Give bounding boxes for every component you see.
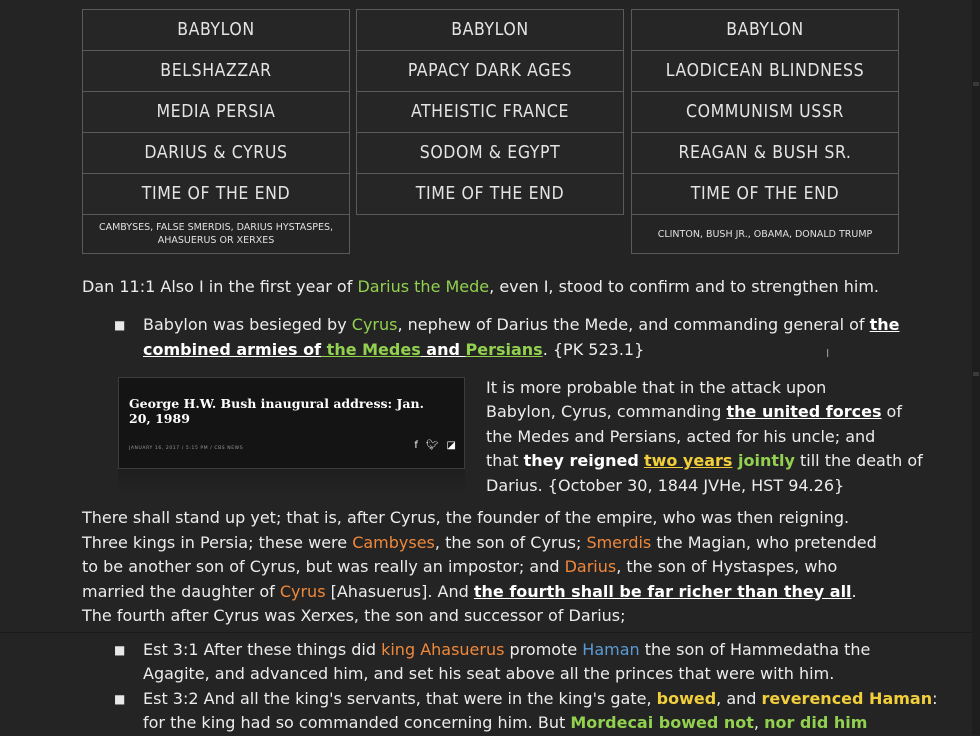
- highlight-haman: Haman: [582, 640, 640, 659]
- grid-note: CAMBYSES, FALSE SMERDIS, DARIUS HYSTASPES, AHASUERUS OR XERXES: [82, 214, 350, 254]
- bullet-text: . {PK 523.1}: [542, 340, 645, 359]
- est-line: [143, 687, 937, 712]
- video-embed[interactable]: [118, 377, 465, 469]
- highlight-mordecai: Mordecai bowed not: [570, 713, 754, 732]
- edge-mark: [973, 82, 979, 86]
- grid-cell: ATHEISTIC FRANCE: [356, 91, 624, 132]
- bullet-line: [143, 338, 644, 363]
- highlight-medes: the Medes: [321, 340, 421, 359]
- video-reflection: [118, 469, 465, 497]
- scrollbar-track[interactable]: [972, 0, 980, 735]
- verse-text: Also I in the first year of: [155, 277, 358, 296]
- verse-ref: Dan 11:1: [82, 277, 156, 296]
- share-icons: [414, 440, 456, 451]
- grid-cell: TIME OF THE END: [356, 173, 624, 215]
- bullet-line: [143, 313, 900, 338]
- flipboard-icon[interactable]: ◪: [446, 440, 456, 451]
- quote-line: [486, 400, 902, 425]
- highlight-darius: Darius: [564, 557, 617, 576]
- highlight-jointly: jointly: [732, 451, 795, 470]
- est-text: , and: [716, 689, 762, 708]
- grid-column-1: [82, 9, 350, 254]
- facebook-icon[interactable]: f: [414, 440, 418, 451]
- edge-mark: [973, 372, 979, 376]
- highlight-reverenced-haman: reverenced Haman: [761, 689, 933, 708]
- quote-text: that: [486, 451, 524, 470]
- est-line: Agagite, and advanced him, and set his seat above all the princes that were with him.: [143, 664, 835, 683]
- grid-cell: BABYLON: [631, 9, 899, 50]
- grid-cell: BABYLON: [82, 9, 350, 50]
- est-line: [143, 638, 870, 663]
- paragraph-text: [Ahasuerus]. And: [325, 581, 474, 601]
- grid-cell: TIME OF THE END: [82, 173, 350, 214]
- paragraph-text: . The fourth after Cyrus was Xerxes, the son and successor of Darius;: [82, 581, 857, 625]
- paragraph-text: the Magian, who pretended to be another son of Cyrus, but was really an impostor; and: [82, 532, 877, 576]
- underline-united-forces: the united forces: [726, 402, 882, 421]
- paragraph-text: , the son of Cyrus;: [434, 532, 587, 552]
- grid-column-3: [631, 9, 899, 254]
- grid-note: CLINTON, BUSH JR., OBAMA, DONALD TRUMP: [631, 214, 899, 254]
- quote-line: Darius. {October 30, 1844 JVHe, HST 94.26}: [486, 476, 845, 495]
- divider: [0, 632, 980, 633]
- quote-line: the Medes and Persians, acted for his uncle; and: [486, 427, 876, 446]
- highlight-cambyses: Cambyses: [352, 532, 435, 552]
- highlight-smerdis: Smerdis: [586, 532, 652, 552]
- est-text: for the king had so commanded concerning him. But: [143, 713, 571, 732]
- grid-cell: BELSHAZZAR: [82, 50, 350, 91]
- text-cursor-icon: I: [826, 347, 830, 360]
- est-line: [143, 711, 867, 736]
- underline-fourth-richer: the fourth shall be far richer than they all: [473, 581, 852, 601]
- grid-cell: MEDIA PERSIA: [82, 91, 350, 132]
- est-text: promote: [504, 640, 583, 659]
- grid-cell: COMMUNISM USSR: [631, 91, 899, 132]
- video-title: George H.W. Bush inaugural address: Jan. 20, 1989: [129, 396, 424, 426]
- verse-line: [82, 275, 879, 300]
- est-text: the son of Hammedatha the: [639, 640, 871, 659]
- grid-column-2: [356, 9, 624, 215]
- grid-cell: TIME OF THE END: [631, 173, 899, 214]
- quote-line: It is more probable that in the attack upon: [486, 378, 827, 397]
- grid-cell: REAGAN & BUSH SR.: [631, 132, 899, 173]
- commentary-paragraph: [82, 506, 882, 629]
- grid-cell: LAODICEAN BLINDNESS: [631, 50, 899, 91]
- highlight-bowed: bowed: [656, 689, 717, 708]
- highlight-nor-did-him: nor did him: [764, 713, 868, 732]
- highlight-two-years: two years: [643, 451, 733, 470]
- grid-cell: DARIUS & CYRUS: [82, 132, 350, 173]
- quote-text: till the death of: [794, 451, 923, 470]
- est-text: :: [932, 689, 938, 708]
- grid-cell: PAPACY DARK AGES: [356, 50, 624, 91]
- bullet-marker: ■: [114, 318, 126, 332]
- est-text: ,: [753, 713, 765, 732]
- est-text: Est 3:1 After these things did: [143, 640, 382, 659]
- bullet-marker: ■: [114, 692, 126, 706]
- underline-the: the: [869, 315, 900, 334]
- quote-text: of: [881, 402, 902, 421]
- est-text: Est 3:2 And all the king's servants, that were in the king's gate,: [143, 689, 657, 708]
- quote-text: Babylon, Cyrus, commanding: [486, 402, 727, 421]
- underline-combined-armies: combined armies of: [143, 340, 322, 359]
- verse-text: , even I, stood to confirm and to strengthen him.: [489, 277, 879, 296]
- highlight-cyrus: Cyrus: [351, 315, 398, 334]
- grid-cell: SODOM & EGYPT: [356, 132, 624, 173]
- bullet-text: Babylon was besieged by: [143, 315, 352, 334]
- bullet-marker: ■: [114, 643, 126, 657]
- bold-they-reigned: they reigned: [523, 451, 639, 470]
- quote-line: [486, 449, 923, 474]
- bullet-text: , nephew of Darius the Mede, and commanding general of: [397, 315, 870, 334]
- twitter-icon[interactable]: 🐦︎: [425, 440, 439, 451]
- grid-cell: BABYLON: [356, 9, 624, 50]
- paragraph-text: There shall stand up yet; that is, after Cyrus, the founder of the empire, who was then reigning. Three kings in Persia; these were: [82, 508, 850, 552]
- highlight-cyrus: Cyrus: [279, 581, 326, 601]
- video-meta: JANUARY 16, 2017 / 5:15 PM / CBS NEWS: [129, 446, 244, 451]
- highlight-darius-mede: Darius the Mede: [357, 277, 490, 296]
- underline-and: and: [420, 340, 466, 359]
- paragraph-text: , the son of Hystaspes, who married the daughter of: [82, 557, 838, 601]
- highlight-king-ahasuerus: king Ahasuerus: [381, 640, 505, 659]
- highlight-persians: Persians: [465, 340, 543, 359]
